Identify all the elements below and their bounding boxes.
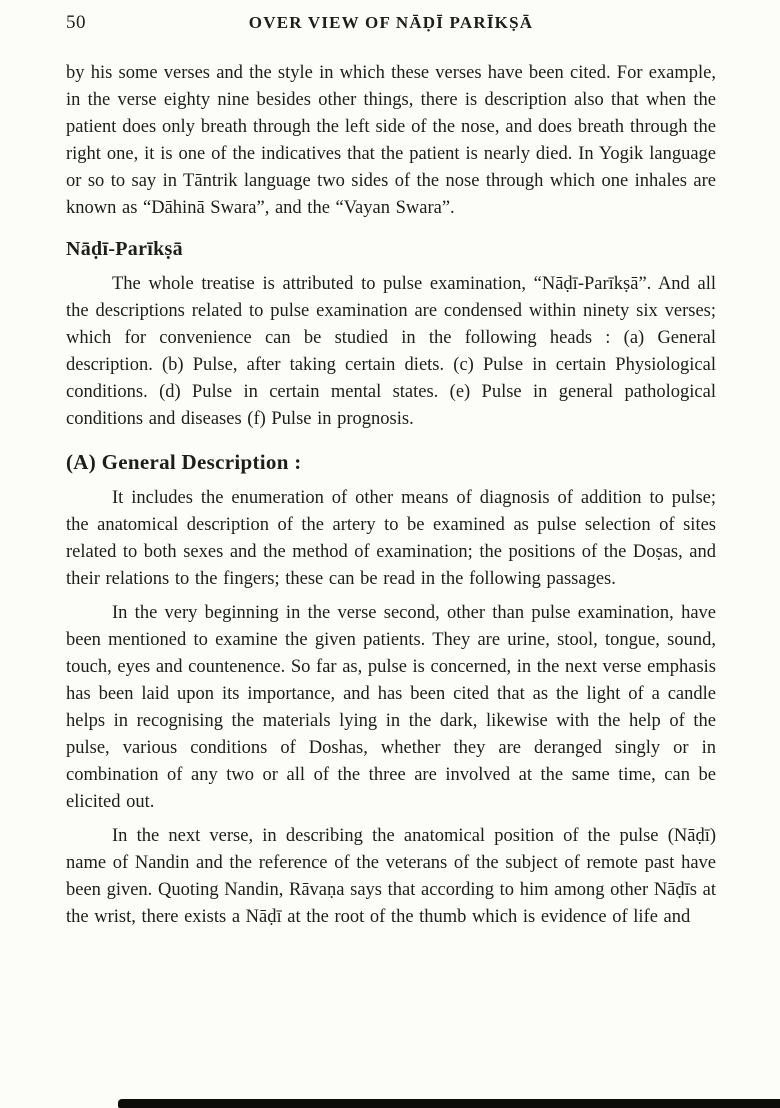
scan-edge-artifact <box>118 1099 780 1108</box>
page-number: 50 <box>66 12 86 33</box>
section-heading-nadi-pariksa: Nāḍī-Parīkṣā <box>66 238 183 260</box>
paragraph-verses-continuation: by his some verses and the style in which these verses have been cited. For example, in the verse eighty nine besides other things, there is description also that when the patient does only breath through the left side of the nose, and does breath through the right one, it is one of the indicatives that the patient is nearly died. In Yogik language or so to say in Tāntrik language two sides of the nose through which one inhales are known as “Dāhinā Swara”, and the “Vayan Swara”. <box>66 63 716 218</box>
section-heading-general-description: (A) General Description : <box>66 450 302 474</box>
page-header <box>66 12 716 38</box>
running-head-title: OVER VIEW OF NĀḌĪ PARĪKṢĀ <box>248 13 534 32</box>
paragraph-next-verse: In the next verse, in describing the anatomical position of the pulse (Nāḍī) name of Nandin and the reference of the veterans of the subject of remote past have been given. Quoting Nandin, Rāvaṇa says that according to him among other Nāḍīs at the wrist, there exists a Nāḍī at the root of the thumb which is evidence of life and <box>66 826 716 927</box>
paragraph-enumeration: It includes the enumeration of other means of diagnosis of addition to pulse; the anatomical description of the artery to be examined as pulse selection of sites related to both sexes and the method of examination; the positions of the Doṣas, and their relations to the fingers; these can be read in the following passages. <box>66 488 716 589</box>
paragraph-whole-treatise: The whole treatise is attributed to pulse examination, “Nāḍī-Parīkṣā”. And all the descriptions related to pulse examination are condensed within ninety six verses; which for convenience can be studied in the following heads : (a) General description. (b) Pulse, after taking certain diets. (c) Pulse in certain Physiological conditions. (d) Pulse in certain mental states. (e) Pulse in general pathological conditions and diseases (f) Pulse in prognosis. <box>66 274 716 429</box>
page-body <box>66 60 716 931</box>
paragraph-verse-second: In the very beginning in the verse second, other than pulse examination, have been mentioned to examine the given patients. They are urine, stool, tongue, sound, touch, eyes and countenence. So far as, pulse is concerned, in the next verse emphasis has been laid upon its importance, and has been cited that as the light of a candle helps in recognising the materials lying in the dark, likewise with the help of the pulse, various conditions of Doshas, whether they are deranged singly or in combination of any two or all of the three are involved at the same time, can be elicited out. <box>66 603 716 812</box>
